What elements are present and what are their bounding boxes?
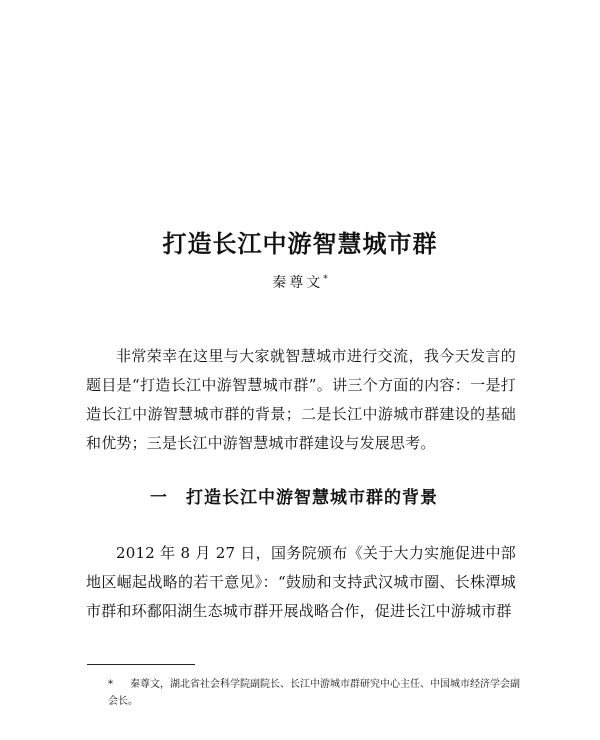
intro-paragraph: 非常荣幸在这里与大家就智慧城市进行交流，我今天发言的题目是“打造长江中游智慧城市群”。讲三个方面的内容：一是打造长江中游智慧城市群的背景；二是长江中游城市群建设的基础和优势；三是长江中游智慧城市群建设与发展思考。 (86, 347, 516, 452)
author-line (0, 272, 600, 292)
author-footnote-mark: * (323, 274, 328, 285)
footnote (108, 676, 528, 710)
footnote-mark: * (108, 679, 113, 690)
section-title: 打造长江中游智慧城市群的背景 (186, 488, 438, 508)
footnote-divider (87, 664, 195, 665)
section-paragraph: 2012 年 8 月 27 日，国务院颁布《关于大力实施促进中部地区崛起战略的若干意见》：“鼓励和支持武汉城市圈、长株潭城市群和环鄱阳湖生态城市群开展战略合作，促进长江中游城市群 (86, 544, 516, 620)
section-number: 一 (150, 488, 168, 508)
section-heading (150, 483, 530, 508)
document-title: 打造长江中游智慧城市群 (162, 230, 438, 258)
author-name: 秦尊文 (272, 275, 324, 291)
footnote-text: 秦尊文，湖北省社会科学院副院长、长江中游城市群研究中心主任、中国城市经济学会副会长。 (108, 679, 520, 707)
